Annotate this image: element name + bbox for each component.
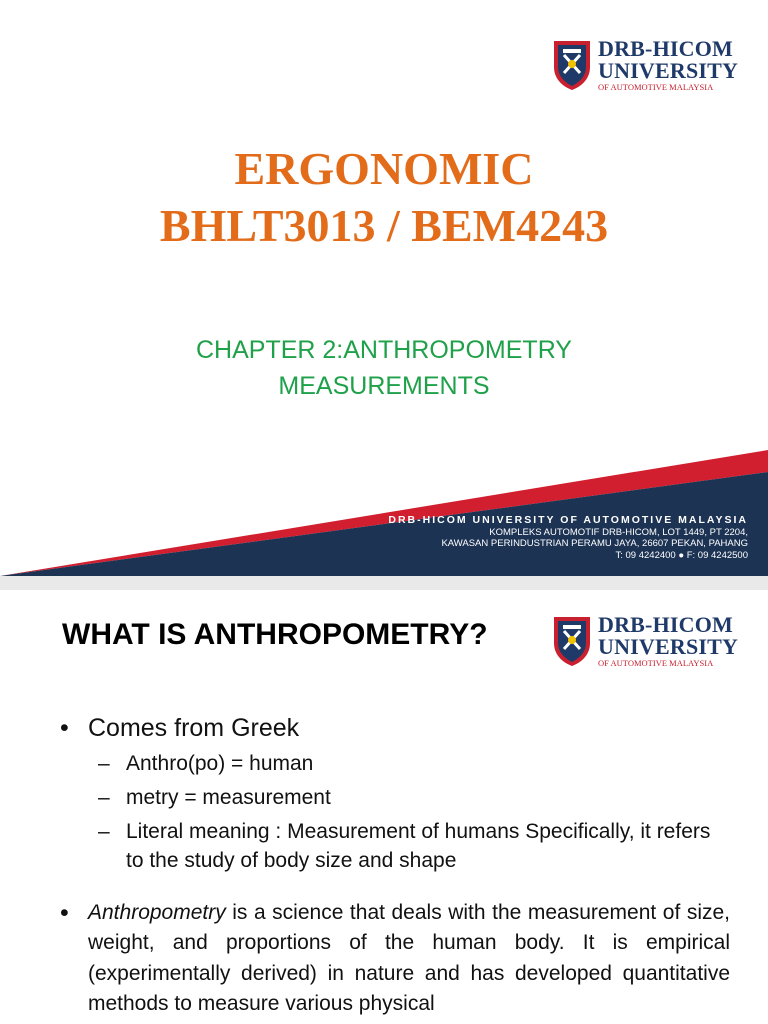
logo-line-3: OF AUTOMOTIVE MALAYSIA (598, 658, 714, 668)
dash-marker: – (98, 785, 110, 809)
bullet-marker: • (60, 714, 69, 742)
footer-address-line-1: KOMPLEKS AUTOMOTIF DRB-HICOM, LOT 1449, PT 2204, (489, 526, 748, 538)
slide-body (60, 714, 730, 1019)
logo-line-2: UNIVERSITY (598, 58, 739, 83)
sub-bullet-item (98, 817, 730, 877)
footer-contact: T: 09 4242400 ● F: 09 4242500 (615, 549, 748, 561)
paragraph-body: is a science that deals with the measurement of size, weight, and proportions of the human body. It is empirical (experimentally derived) in nature and has developed quantitative methods to measure various physical (88, 901, 730, 1015)
footer-university-name: DRB-HICOM UNIVERSITY OF AUTOMOTIVE MALAYSIA (388, 514, 748, 526)
footer-address (388, 514, 748, 562)
slide-title: WHAT IS ANTHROPOMETRY? (62, 618, 488, 651)
chapter-subtitle-line-1: CHAPTER 2:ANTHROPOMETRY (196, 336, 572, 364)
dash-marker: – (98, 819, 110, 843)
definition-paragraph (60, 898, 730, 1019)
bullet-marker: • (60, 899, 69, 928)
course-title-line-1: ERGONOMIC (234, 143, 534, 194)
sub-bullet-text: Literal meaning : Measurement of humans Specifically, it refers to the study of body size and shape (126, 819, 711, 873)
emphasized-term: Anthropometry (88, 901, 226, 925)
university-logo (552, 38, 738, 92)
logo-line-3: OF AUTOMOTIVE MALAYSIA (598, 82, 714, 92)
shield-crest-icon (552, 615, 592, 667)
shield-crest-icon (552, 39, 592, 91)
sub-bullet-text: Anthro(po) = human (126, 752, 314, 775)
paragraph-text (88, 898, 730, 1019)
sub-bullet-item (98, 783, 730, 813)
chapter-subtitle (0, 332, 768, 404)
bullet-item (60, 714, 730, 743)
logo-line-1: DRB-HICOM (598, 612, 734, 637)
course-title-line-2: BHLT3013 / BEM4243 (159, 200, 609, 252)
sub-bullet-item (98, 749, 730, 779)
chapter-subtitle-line-2: MEASUREMENTS (278, 372, 490, 400)
content-slide (0, 590, 768, 1024)
university-logo (552, 614, 738, 668)
course-title (0, 140, 768, 254)
dash-marker: – (98, 752, 110, 775)
sub-bullet-text: metry = measurement (126, 785, 331, 809)
logo-line-1: DRB-HICOM (598, 36, 734, 61)
bullet-text: Comes from Greek (88, 714, 300, 742)
footer-address-line-2: KAWASAN PERINDUSTRIAN PERAMU JAYA, 26607 PEKAN, PAHANG (441, 538, 748, 550)
logo-line-2: UNIVERSITY (598, 634, 739, 659)
